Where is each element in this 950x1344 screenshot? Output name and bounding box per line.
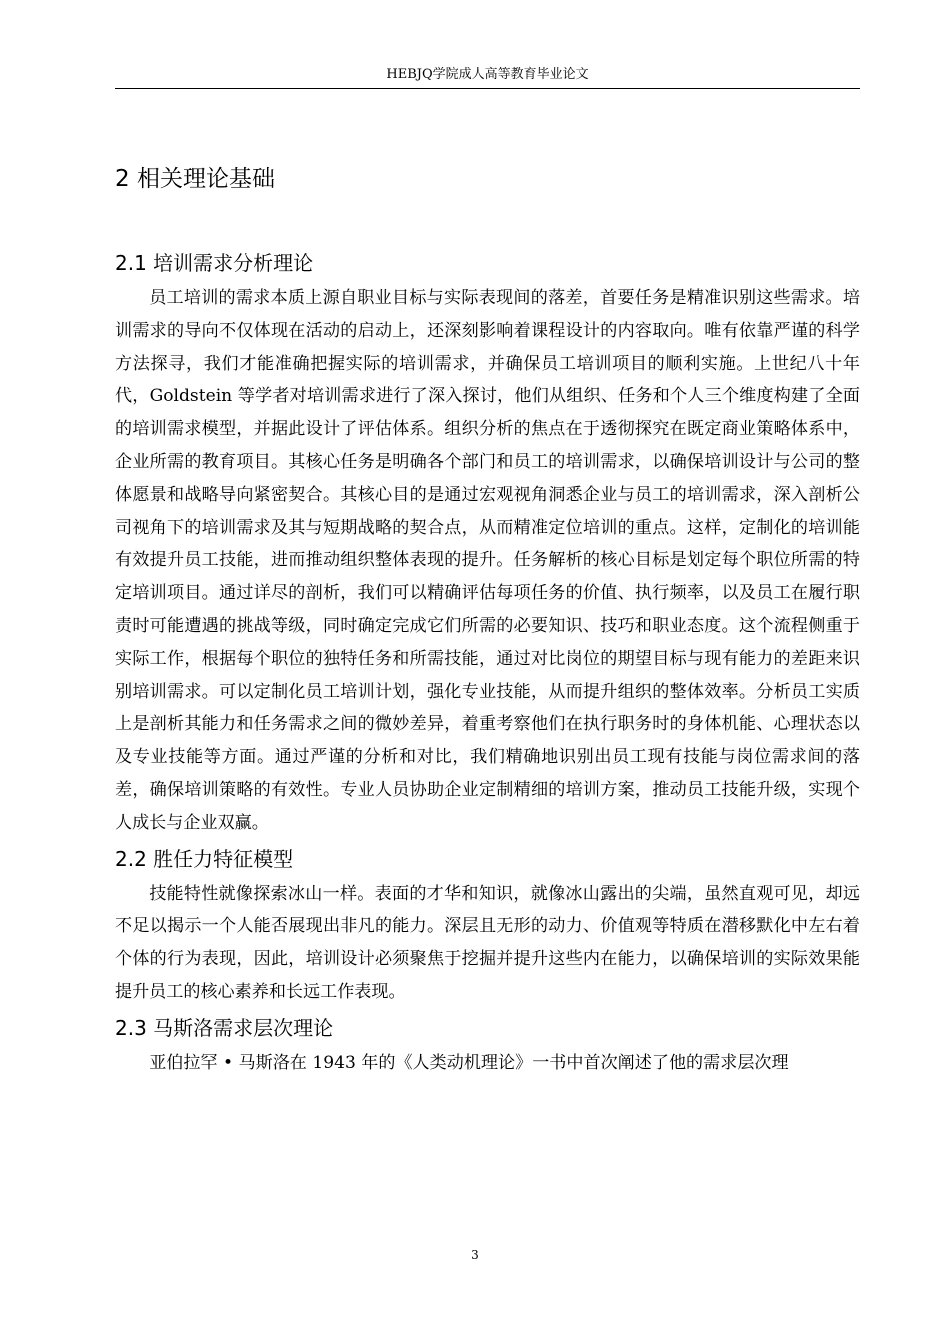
section-title: 2.2 胜任力特征模型	[115, 846, 294, 871]
section-2-2	[115, 842, 860, 1009]
section-body: 员工培训的需求本质上源自职业目标与实际表现间的落差，首要任务是精准识别这些需求。培训需求的导向不仅体现在活动的启动上，还深刻影响着课程设计的内容取向。唯有依靠严谨的科学方法探寻，我们才能准确把握实际的培训需求，并确保员工培训项目的顺利实施。上世纪八十年代，Goldstein 等学者对培训需求进行了深入探讨，他们从组织、任务和个人三个维度构建了全面的培训需求模型，并据此设计了评估体系。组织分析的焦点在于透彻探究在既定商业策略体系中，企业所需的教育项目。其核心任务是明确各个部门和员工的培训需求，以确保培训设计与公司的整体愿景和战略导向紧密契合。其核心目的是通过宏观视角洞悉企业与员工的培训需求，深入剖析公司视角下的培训需求及其与短期战略的契合点，从而精准定位培训的重点。这样，定制化的培训能有效提升员工技能，进而推动组织整体表现的提升。任务解析的核心目标是划定每个职位所需的特定培训项目。通过详尽的剖析，我们可以精确评估每项任务的价值、执行频率，以及员工在履行职责时可能遭遇的挑战等级，同时确定完成它们所需的必要知识、技巧和职业态度。这个流程侧重于实际工作，根据每个职位的独特任务和所需技能，通过对比岗位的期望目标与现有能力的差距来识别培训需求。可以定制化员工培训计划，强化专业技能，从而提升组织的整体效率。分析员工实质上是剖析其能力和任务需求之间的微妙差异，着重考察他们在执行职务时的身体机能、心理状态以及专业技能等方面。通过严谨的分析和对比，我们精确地识别出员工现有技能与岗位需求间的落差，确保培训策略的有效性。专业人员协助企业定制精细的培训方案，推动员工技能升级，实现个人成长与企业双赢。	[115, 288, 860, 833]
chapter-title: 2 相关理论基础	[115, 166, 275, 192]
page-number: 3	[471, 1248, 479, 1262]
section-title: 2.1 培训需求分析理论	[115, 251, 314, 275]
page-header	[115, 66, 860, 89]
section-body: 亚伯拉罕 • 马斯洛在 1943 年的《人类动机理论》一书中首次阐述了他的需求层次理	[149, 1052, 789, 1073]
section-2-3	[115, 1011, 860, 1080]
section-body: 技能特性就像探索冰山一样。表面的才华和知识，就像冰山露出的尖端，虽然直观可见，却远不足以揭示一个人能否展现出非凡的能力。深层且无形的动力、价值观等特质在潜移默化中左右着个体的行为表现，因此，培训设计必须聚焦于挖掘并提升这些内在能力，以确保培训的实际效果能提升员工的核心素养和长远工作表现。	[115, 883, 860, 1002]
page-content	[115, 150, 860, 1082]
section-title: 2.3 马斯洛需求层次理论	[115, 1015, 334, 1040]
header-title: HEBJQ学院成人高等教育毕业论文	[386, 67, 589, 82]
section-2-1	[115, 246, 860, 840]
